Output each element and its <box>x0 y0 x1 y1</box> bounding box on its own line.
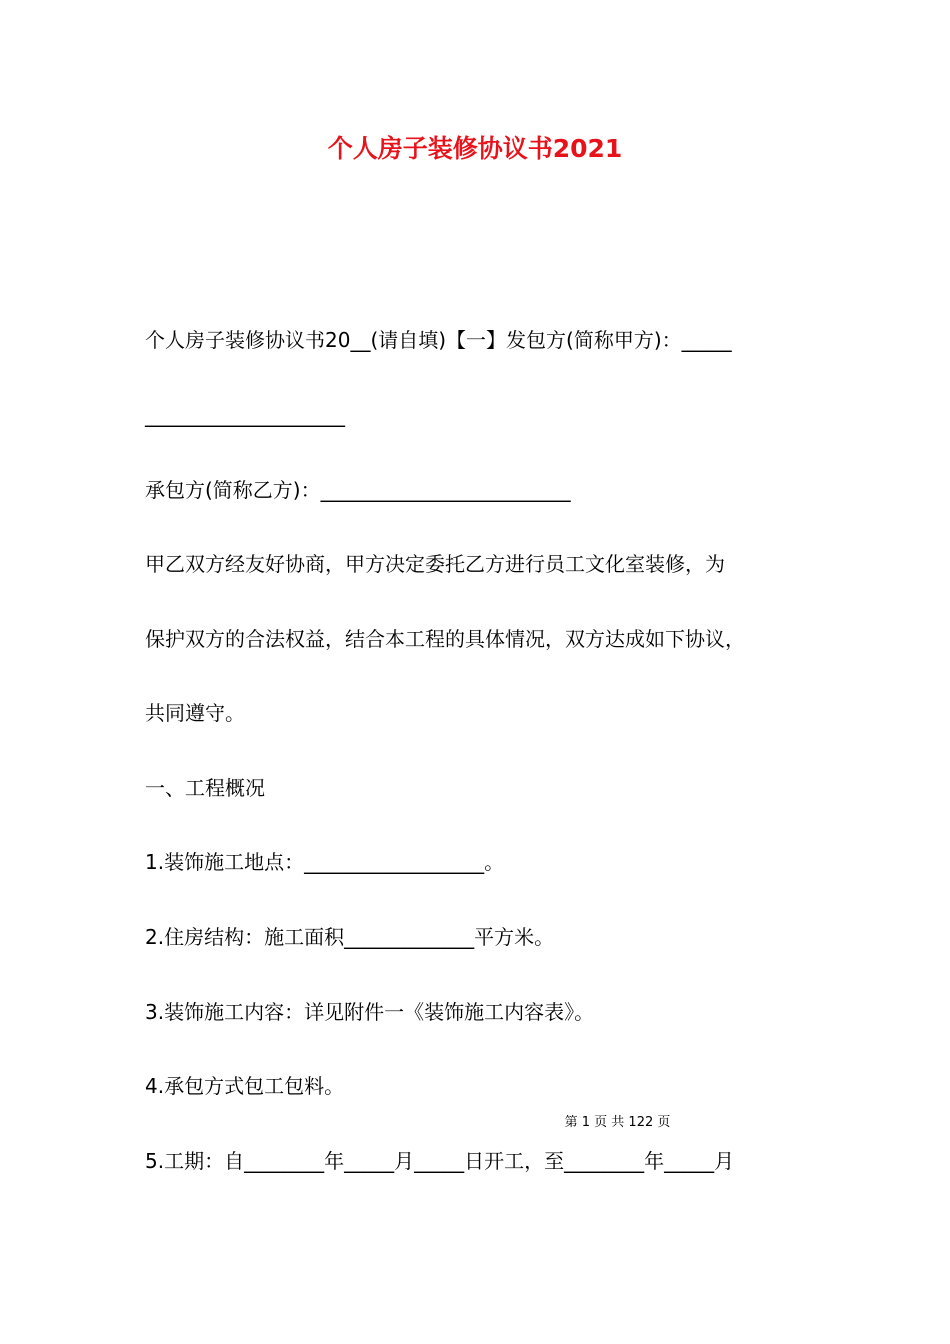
body-line: 2.住房结构：施工面积_____________平方米。 <box>145 925 555 949</box>
body-line: 1.装饰施工地点：__________________。 <box>145 850 505 874</box>
body-line: 4.承包方式包工包料。 <box>145 1074 345 1098</box>
body-line: 3.装饰施工内容：详见附件一《装饰施工内容表》。 <box>145 1000 595 1024</box>
document-title: 个人房子装修协议书2021 <box>327 134 623 163</box>
body-line: 甲乙双方经友好协商，甲方决定委托乙方进行员工文化室装修，为 <box>145 552 725 576</box>
body-line: 承包方(简称乙方)：_________________________ <box>145 478 571 502</box>
page-footer: 第 1 页 共 122 页 <box>564 1115 671 1130</box>
body-line: ____________________ <box>145 403 345 427</box>
body-line: 保护双方的合法权益，结合本工程的具体情况，双方达成如下协议， <box>145 627 745 651</box>
section-heading: 一、工程概况 <box>145 776 265 800</box>
body-line: 共同遵守。 <box>145 701 245 725</box>
body-line: 个人房子装修协议书20__(请自填)【一】发包方(简称甲方)：_____ <box>145 328 732 352</box>
body-line: 5.工期：自________年_____月_____日开工，至________年_____月 <box>145 1149 735 1173</box>
